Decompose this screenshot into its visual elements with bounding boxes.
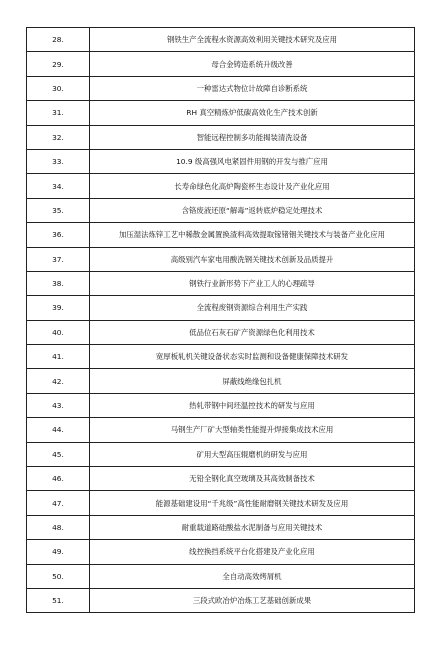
table-row [27, 320, 415, 344]
project-title: RH 真空精炼炉低碳高效化生产技术创新 [90, 101, 415, 125]
table-row [27, 588, 415, 612]
row-number: 49. [27, 540, 90, 564]
table-row [27, 198, 415, 222]
table-row [27, 223, 415, 247]
project-list-table [26, 27, 415, 613]
project-title: 10.9 级高强风电紧固件用钢的开发与推广应用 [90, 149, 415, 173]
project-title: 能源基础建设用“千兆级”高性能耐磨钢关键技术研发及应用 [90, 491, 415, 515]
row-number: 28. [27, 28, 90, 52]
row-number: 45. [27, 442, 90, 466]
row-number: 32. [27, 125, 90, 149]
project-title: 屏蔽线绝缘包扎机 [90, 369, 415, 393]
project-title: 母合金铸造系统升级改善 [90, 52, 415, 76]
table-row [27, 564, 415, 588]
row-number: 37. [27, 247, 90, 271]
project-title: 热轧带钢中间坯温控技术的研发与应用 [90, 393, 415, 417]
table-row [27, 296, 415, 320]
table-row [27, 369, 415, 393]
project-title: 智能远程控制多功能揭装清洗设备 [90, 125, 415, 149]
project-title: 长寿命绿色化高炉陶瓷杯生态设计及产业化应用 [90, 174, 415, 198]
row-number: 39. [27, 296, 90, 320]
table-row [27, 28, 415, 52]
row-number: 46. [27, 467, 90, 491]
row-number: 44. [27, 418, 90, 442]
table-row [27, 418, 415, 442]
row-number: 30. [27, 76, 90, 100]
table-row [27, 52, 415, 76]
row-number: 35. [27, 198, 90, 222]
table-row [27, 125, 415, 149]
table-row [27, 393, 415, 417]
project-title: 三段式欧冶炉冶炼工艺基础创新成果 [90, 588, 415, 612]
row-number: 42. [27, 369, 90, 393]
row-number: 43. [27, 393, 90, 417]
table-row [27, 149, 415, 173]
table-row [27, 101, 415, 125]
table-row [27, 247, 415, 271]
table-row [27, 515, 415, 539]
table-row [27, 76, 415, 100]
project-title: 高级别汽车家电用酸洗钢关键技术创新及品质提升 [90, 247, 415, 271]
table-row [27, 442, 415, 466]
row-number: 50. [27, 564, 90, 588]
project-title: 马钢生产厂矿大型轴类性能提升焊接集成技术应用 [90, 418, 415, 442]
project-title: 矿用大型高压辊磨机的研发与应用 [90, 442, 415, 466]
project-title: 全流程废钢资源综合利用生产实践 [90, 296, 415, 320]
project-title: 一种雷达式物位计故障自诊断系统 [90, 76, 415, 100]
table-row [27, 467, 415, 491]
row-number: 48. [27, 515, 90, 539]
project-title: 线控换挡系统平台化搭建及产业化应用 [90, 540, 415, 564]
project-list-body [27, 28, 415, 613]
row-number: 51. [27, 588, 90, 612]
row-number: 36. [27, 223, 90, 247]
project-title: 钢铁行业新形势下产业工人的心理疏导 [90, 271, 415, 295]
row-number: 29. [27, 52, 90, 76]
table-row [27, 540, 415, 564]
table-row [27, 345, 415, 369]
project-title: 无铅全钢化真空玻璃及其高效制备技术 [90, 467, 415, 491]
project-title: 加压湿法炼锌工艺中稀散金属置换渣料高效提取镓锗铟关键技术与装备产业化应用 [90, 223, 415, 247]
project-title: 钢铁生产全流程水资源高效利用关键技术研究及应用 [90, 28, 415, 52]
row-number: 31. [27, 101, 90, 125]
table-row [27, 491, 415, 515]
row-number: 33. [27, 149, 90, 173]
row-number: 34. [27, 174, 90, 198]
project-title: 耐重载道路硅酸盐水泥制备与应用关键技术 [90, 515, 415, 539]
table-row [27, 271, 415, 295]
project-title: 全自动高效烤屑机 [90, 564, 415, 588]
project-title: 宽厚板轧机关键设备状态实时监测和设备健康保障技术研发 [90, 345, 415, 369]
project-title: 含铬废液还原“解毒”返转底炉稳定处理技术 [90, 198, 415, 222]
row-number: 40. [27, 320, 90, 344]
row-number: 41. [27, 345, 90, 369]
table-row [27, 174, 415, 198]
row-number: 47. [27, 491, 90, 515]
row-number: 38. [27, 271, 90, 295]
project-title: 低品位石灰石矿产资源绿色化利用技术 [90, 320, 415, 344]
